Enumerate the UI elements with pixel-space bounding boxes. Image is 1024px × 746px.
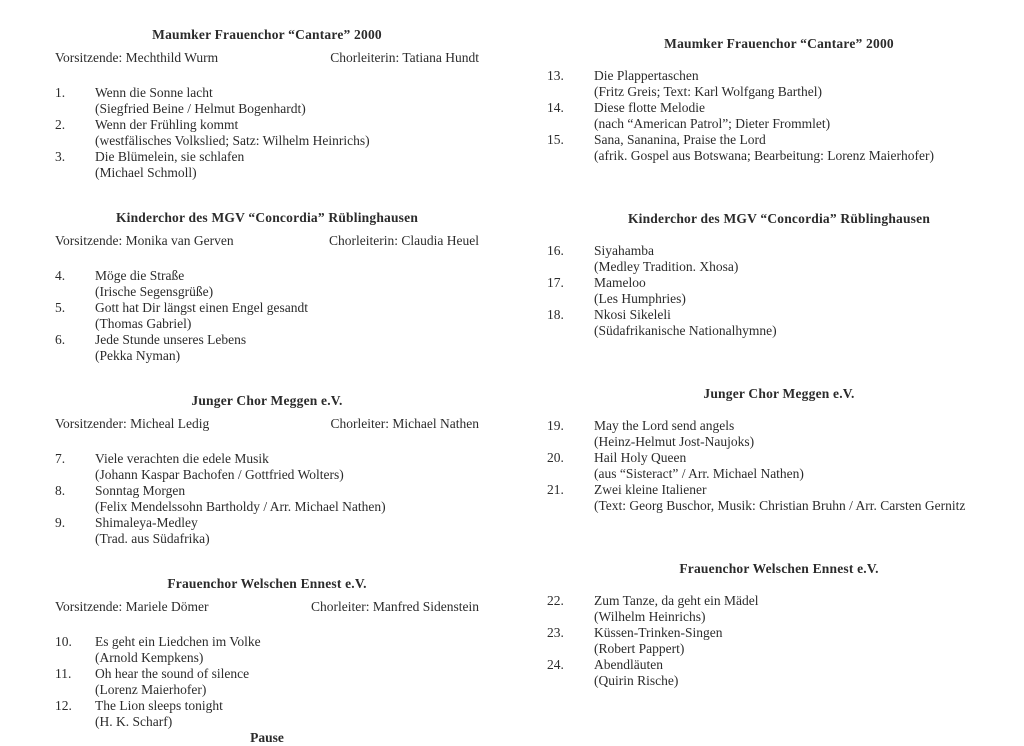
song-item bbox=[547, 625, 1011, 657]
choir-section-kinderchor-part2 bbox=[547, 211, 1011, 339]
song-item bbox=[55, 451, 479, 483]
song-item bbox=[547, 132, 1011, 164]
song-number: 15. bbox=[547, 132, 564, 147]
song-credit: (Südafrikanische Nationalhymne) bbox=[594, 323, 777, 338]
song-item bbox=[547, 307, 1011, 339]
song-number: 8. bbox=[55, 483, 66, 498]
song-item bbox=[55, 332, 479, 364]
choir-section-cantare-part2 bbox=[547, 36, 1011, 164]
song-title: May the Lord send angels bbox=[594, 418, 735, 433]
song-number: 16. bbox=[547, 243, 564, 258]
right-page-column bbox=[547, 36, 1011, 689]
song-credit: (Johann Kaspar Bachofen / Gottfried Wolters) bbox=[95, 467, 344, 482]
song-list bbox=[55, 634, 479, 730]
song-item bbox=[55, 85, 479, 117]
song-number: 11. bbox=[55, 666, 72, 681]
song-credit: (Heinz-Helmut Jost-Naujoks) bbox=[594, 434, 755, 449]
song-title: Wenn die Sonne lacht bbox=[95, 85, 213, 100]
choir-section-kinderchor bbox=[55, 210, 479, 364]
section-title: Kinderchor des MGV “Concordia” Rüblinghausen bbox=[115, 210, 419, 225]
song-credit: (Arnold Kempkens) bbox=[95, 650, 204, 665]
song-title: Küssen-Trinken-Singen bbox=[594, 625, 723, 640]
song-item bbox=[55, 300, 479, 332]
song-title: Die Blümelein, sie schlafen bbox=[95, 149, 245, 164]
song-title: The Lion sleeps tonight bbox=[95, 698, 223, 713]
song-title: Die Plappertaschen bbox=[594, 68, 699, 83]
song-item bbox=[55, 149, 479, 181]
song-list bbox=[547, 418, 1011, 514]
song-list bbox=[547, 243, 1011, 339]
section-title: Maumker Frauenchor “Cantare” 2000 bbox=[152, 27, 382, 42]
song-title: Viele verachten die edele Musik bbox=[95, 451, 269, 466]
song-item bbox=[55, 483, 479, 515]
song-number: 5. bbox=[55, 300, 66, 315]
song-list bbox=[55, 85, 479, 181]
song-number: 12. bbox=[55, 698, 72, 713]
section-title: Junger Chor Meggen e.V. bbox=[191, 393, 343, 408]
song-title: Möge die Straße bbox=[95, 268, 185, 283]
chair-name: Vorsitzender: Micheal Ledig bbox=[55, 416, 210, 431]
song-item bbox=[547, 275, 1011, 307]
section-leaders bbox=[55, 233, 479, 249]
song-item bbox=[55, 666, 479, 698]
song-list bbox=[547, 593, 1011, 689]
song-number: 21. bbox=[547, 482, 564, 497]
song-title: Shimaleya-Medley bbox=[95, 515, 198, 530]
conductor-name: Chorleiter: Michael Nathen bbox=[330, 416, 479, 431]
song-item bbox=[547, 100, 1011, 132]
song-credit: (Wilhelm Heinrichs) bbox=[594, 609, 706, 624]
song-credit: (Text: Georg Buschor, Musik: Christian Bruhn / Arr. Carsten Gernitz bbox=[594, 498, 966, 513]
conductor-name: Chorleiter: Manfred Sidenstein bbox=[311, 599, 479, 614]
song-title: Hail Holy Queen bbox=[594, 450, 687, 465]
song-credit: (Trad. aus Südafrika) bbox=[95, 531, 210, 546]
song-title: Sana, Sananina, Praise the Lord bbox=[594, 132, 766, 147]
choir-section-welschen-ennest bbox=[55, 576, 479, 730]
song-title: Zum Tanze, da geht ein Mädel bbox=[594, 593, 759, 608]
choir-section-junger-chor-part2 bbox=[547, 386, 1011, 514]
section-leaders bbox=[55, 50, 479, 66]
song-number: 4. bbox=[55, 268, 66, 283]
song-title: Zwei kleine Italiener bbox=[594, 482, 707, 497]
chair-name: Vorsitzende: Mechthild Wurm bbox=[55, 50, 219, 65]
section-title: Frauenchor Welschen Ennest e.V. bbox=[167, 576, 367, 591]
section-leaders bbox=[55, 599, 479, 615]
song-item bbox=[55, 698, 479, 730]
song-credit: (Pekka Nyman) bbox=[95, 348, 181, 363]
song-item bbox=[547, 593, 1011, 625]
song-item bbox=[547, 68, 1011, 100]
song-item bbox=[55, 268, 479, 300]
song-title: Wenn der Frühling kommt bbox=[95, 117, 239, 132]
chair-name: Vorsitzende: Monika van Gerven bbox=[55, 233, 234, 248]
song-title: Diese flotte Melodie bbox=[594, 100, 705, 115]
song-number: 1. bbox=[55, 85, 66, 100]
choir-section-welschen-ennest-part2 bbox=[547, 561, 1011, 689]
song-credit: (westfälisches Volkslied; Satz: Wilhelm Heinrichs) bbox=[95, 133, 370, 148]
song-credit: (Medley Tradition. Xhosa) bbox=[594, 259, 739, 274]
song-number: 3. bbox=[55, 149, 66, 164]
song-credit: (Robert Pappert) bbox=[594, 641, 685, 656]
song-number: 24. bbox=[547, 657, 564, 672]
song-item bbox=[547, 243, 1011, 275]
song-credit: (Fritz Greis; Text: Karl Wolfgang Barthel) bbox=[594, 84, 823, 99]
section-title: Maumker Frauenchor “Cantare” 2000 bbox=[664, 36, 894, 51]
section-title: Kinderchor des MGV “Concordia” Rüblinghausen bbox=[627, 211, 931, 226]
section-title: Frauenchor Welschen Ennest e.V. bbox=[679, 561, 879, 576]
song-credit: (Felix Mendelssohn Bartholdy / Arr. Michael Nathen) bbox=[95, 499, 386, 514]
song-number: 14. bbox=[547, 100, 564, 115]
song-item bbox=[547, 482, 1011, 514]
song-number: 17. bbox=[547, 275, 564, 290]
song-item bbox=[55, 634, 479, 666]
song-credit: (nach “American Patrol”; Dieter Frommlet) bbox=[594, 116, 831, 131]
song-item bbox=[55, 117, 479, 149]
section-title: Junger Chor Meggen e.V. bbox=[703, 386, 855, 401]
song-item bbox=[547, 418, 1011, 450]
choir-section-junger-chor bbox=[55, 393, 479, 547]
song-title: Gott hat Dir längst einen Engel gesandt bbox=[95, 300, 308, 315]
song-title: Mameloo bbox=[594, 275, 646, 290]
song-credit: (Siegfried Beine / Helmut Bogenhardt) bbox=[95, 101, 306, 116]
conductor-name: Chorleiterin: Tatiana Hundt bbox=[330, 50, 479, 65]
song-credit: (aus “Sisteract” / Arr. Michael Nathen) bbox=[594, 466, 804, 481]
song-title: Es geht ein Liedchen im Volke bbox=[95, 634, 261, 649]
song-title: Siyahamba bbox=[594, 243, 654, 258]
song-list bbox=[55, 451, 479, 547]
song-credit: (Quirin Rische) bbox=[594, 673, 679, 688]
song-credit: (afrik. Gospel aus Botswana; Bearbeitung: Lorenz Maierhofer) bbox=[594, 148, 935, 163]
song-item bbox=[55, 515, 479, 547]
song-item bbox=[547, 657, 1011, 689]
left-page-column bbox=[55, 27, 479, 746]
song-number: 20. bbox=[547, 450, 564, 465]
song-number: 9. bbox=[55, 515, 66, 530]
song-title: Nkosi Sikeleli bbox=[594, 307, 671, 322]
song-title: Abendläuten bbox=[594, 657, 663, 672]
song-list bbox=[55, 268, 479, 364]
pause-label: Pause bbox=[250, 730, 284, 745]
song-credit: (H. K. Scharf) bbox=[95, 714, 173, 729]
song-number: 10. bbox=[55, 634, 72, 649]
chair-name: Vorsitzende: Mariele Dömer bbox=[55, 599, 209, 614]
song-credit: (Michael Schmoll) bbox=[95, 165, 197, 180]
conductor-name: Chorleiterin: Claudia Heuel bbox=[329, 233, 479, 248]
song-number: 23. bbox=[547, 625, 564, 640]
song-number: 18. bbox=[547, 307, 564, 322]
song-number: 19. bbox=[547, 418, 564, 433]
song-item bbox=[547, 450, 1011, 482]
song-number: 2. bbox=[55, 117, 66, 132]
song-credit: (Irische Segensgrüße) bbox=[95, 284, 214, 299]
song-number: 7. bbox=[55, 451, 66, 466]
song-title: Sonntag Morgen bbox=[95, 483, 186, 498]
section-leaders bbox=[55, 416, 479, 432]
song-title: Oh hear the sound of silence bbox=[95, 666, 250, 681]
song-title: Jede Stunde unseres Lebens bbox=[95, 332, 247, 347]
song-number: 13. bbox=[547, 68, 564, 83]
song-credit: (Thomas Gabriel) bbox=[95, 316, 192, 331]
song-credit: (Les Humphries) bbox=[594, 291, 686, 306]
song-number: 22. bbox=[547, 593, 564, 608]
song-list bbox=[547, 68, 1011, 164]
song-number: 6. bbox=[55, 332, 66, 347]
choir-section-cantare bbox=[55, 27, 479, 181]
song-credit: (Lorenz Maierhofer) bbox=[95, 682, 207, 697]
